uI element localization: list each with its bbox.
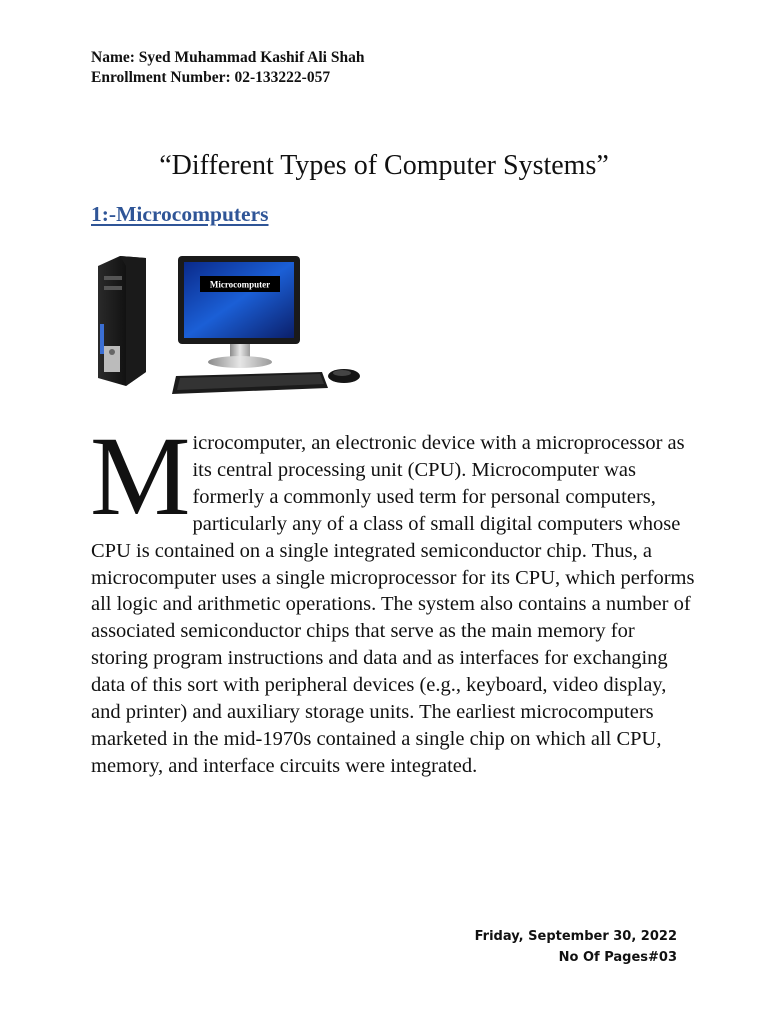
author-name: Name: Syed Muhammad Kashif Ali Shah xyxy=(91,49,365,66)
page-count: No Of Pages#03 xyxy=(558,950,677,965)
microcomputer-image xyxy=(90,252,370,402)
monitor xyxy=(178,256,300,368)
footer xyxy=(475,926,677,968)
document-title: “Different Types of Computer Systems” xyxy=(159,150,609,181)
monitor-screen-label: Microcomputer xyxy=(209,279,271,290)
author-header xyxy=(91,48,364,88)
tower-case xyxy=(98,256,146,386)
keyboard xyxy=(172,372,328,394)
drop-cap: M xyxy=(90,414,191,539)
paragraph-text: icrocomputer, an electronic device with a microprocessor as its central processing unit (CPU). Microcomputer was formerly a commonly used term for personal computers, particularly any of a class of small digital computers whose CPU is contained on a single integrated semiconductor chip. Thus, a microcomputer uses a single microprocessor for its CPU, which performs all logic and arithmetic operations. The system also contains a number of associated semiconductor chips that serve as the main memory for storing program instructions and data and as interfaces for exchanging data of this sort with peripheral devices (e.g., keyboard, video display, and printer) and auxiliary storage units. The earliest microcomputers marketed in the mid-1970s contained a single chip on which all CPU, memory, and interface circuits were integrated. xyxy=(91,432,695,777)
body-paragraph xyxy=(90,414,696,780)
mouse xyxy=(328,369,360,383)
footer-date: Friday, September 30, 2022 xyxy=(474,929,677,944)
section-heading-microcomputers: 1:-Microcomputers xyxy=(91,202,269,226)
enrollment-number: Enrollment Number: 02-133222-057 xyxy=(91,69,331,86)
